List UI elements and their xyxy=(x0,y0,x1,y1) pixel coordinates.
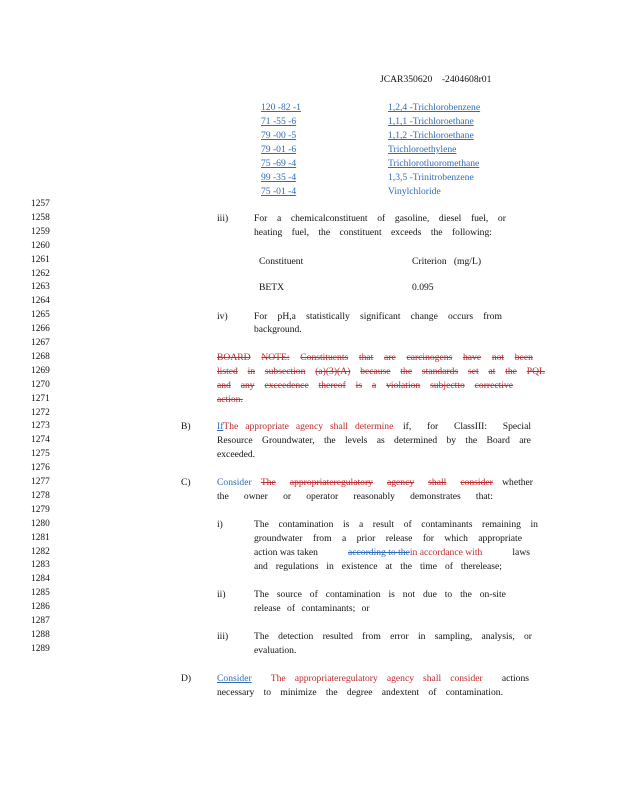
document-revision: -2404608r01 xyxy=(441,74,492,85)
word: determined xyxy=(394,435,438,446)
word: Constituents xyxy=(300,352,349,363)
word: For xyxy=(254,311,268,322)
betx-col-criterion-header: Criterion (mg/L) xyxy=(412,256,482,267)
cas-number: 71 -55 -6 xyxy=(261,116,297,127)
word: existence xyxy=(341,561,378,572)
word: agency xyxy=(386,673,414,684)
word: at xyxy=(488,366,496,377)
line-number: 1286 xyxy=(31,602,50,613)
word: ClassIII: xyxy=(453,421,487,432)
word: the xyxy=(400,366,413,377)
word: necessary xyxy=(217,687,255,698)
word: time xyxy=(419,561,438,572)
line-number: 1271 xyxy=(31,393,50,404)
item-d-agency-text xyxy=(271,674,483,684)
word: the xyxy=(217,491,229,502)
line-number: 1270 xyxy=(31,379,50,390)
word: for xyxy=(427,421,439,432)
word: chemicalconstituent xyxy=(290,213,368,224)
item-b-line3: exceeded. xyxy=(217,449,256,460)
item-c-i-line3: action was taken according to thein accordance with laws xyxy=(254,547,530,558)
word: the xyxy=(318,227,331,238)
word: if, xyxy=(403,421,412,432)
word: For xyxy=(254,213,268,224)
line-number: 1269 xyxy=(31,365,50,376)
word: and xyxy=(254,561,268,572)
line-number: 1288 xyxy=(31,629,50,640)
word: exceedence xyxy=(264,380,309,391)
word: change xyxy=(410,311,438,322)
item-c-i-line2 xyxy=(254,534,522,544)
item-c-i-marker: i) xyxy=(217,519,223,530)
line-number: 1283 xyxy=(31,560,50,571)
line-number: 1261 xyxy=(31,254,50,265)
item-c-iii-marker: iii) xyxy=(217,631,229,642)
word: andextent xyxy=(381,687,420,698)
word: from xyxy=(362,631,381,642)
chemical-name: Trichloroethylene xyxy=(388,144,457,155)
word: a xyxy=(358,519,364,530)
word: agency xyxy=(295,421,324,432)
line-number: 1284 xyxy=(31,574,50,585)
word: at xyxy=(385,561,393,572)
item-c-ii-line2: release of contaminants; or xyxy=(254,603,370,614)
word: been xyxy=(514,352,533,363)
line-number: 1260 xyxy=(31,240,50,251)
word: shall xyxy=(329,421,349,432)
word: constituent xyxy=(339,227,382,238)
board-note-line1 xyxy=(217,353,533,363)
line-number: 1258 xyxy=(31,212,50,223)
word: Special xyxy=(502,421,531,432)
cas-number: 79 -01 -6 xyxy=(261,144,297,155)
item-iv-marker: iv) xyxy=(217,311,228,322)
word: in xyxy=(247,366,256,377)
item-iv-line2: background. xyxy=(254,324,302,335)
word: analysis, xyxy=(481,631,515,642)
word: occurs xyxy=(448,311,474,322)
line-number: 1276 xyxy=(31,463,50,474)
word: or xyxy=(524,631,532,642)
word: of xyxy=(309,589,318,600)
word: contamination xyxy=(278,519,334,530)
line-number: 1274 xyxy=(31,435,50,446)
line-number: 1280 xyxy=(31,518,50,529)
line-number: 1287 xyxy=(31,616,50,626)
item-c-ii-line1 xyxy=(254,590,506,600)
line-number: 1266 xyxy=(31,324,50,335)
item-c-line1-rest: whether xyxy=(502,477,533,488)
document-header xyxy=(380,75,491,85)
word: The xyxy=(223,421,239,432)
item-c-marker: C) xyxy=(181,477,191,488)
board-note-line3 xyxy=(217,381,513,391)
item-c-iii-line2: evaluation. xyxy=(254,645,297,656)
line-number: 1281 xyxy=(31,532,50,543)
document-id: JCAR350620 xyxy=(380,74,433,85)
word: The xyxy=(260,477,276,488)
word: Groundwater, xyxy=(262,435,315,446)
word: minimize xyxy=(280,687,317,698)
word: carcinogens xyxy=(406,352,453,363)
word: (a)(3)(A) xyxy=(315,366,351,377)
item-c-i-line1 xyxy=(254,520,538,530)
word: pH,a xyxy=(277,311,296,322)
word: source xyxy=(276,589,302,600)
word: the xyxy=(400,561,413,572)
line-number: 1285 xyxy=(31,588,50,599)
word: PQL xyxy=(526,366,545,377)
item-b-line2 xyxy=(217,436,531,446)
line-number: 1263 xyxy=(31,282,50,293)
word: in xyxy=(326,561,334,572)
line-number: 1289 xyxy=(31,643,50,654)
item-d-line2 xyxy=(217,688,503,698)
word: the xyxy=(465,435,478,446)
item-c-line1 xyxy=(217,478,533,488)
word: therelease; xyxy=(460,561,502,572)
word: have xyxy=(462,352,482,363)
item-b-line1-rest xyxy=(403,422,531,432)
word: sampling, xyxy=(434,631,473,642)
line-number: 1264 xyxy=(31,296,50,307)
betx-row-name: BETX xyxy=(259,282,285,293)
item-d-consider-inserted: Consider xyxy=(217,673,252,684)
word: the xyxy=(505,366,517,377)
word: of xyxy=(428,687,437,698)
board-note-line4: action. xyxy=(217,394,243,405)
chemical-name: Vinylchloride xyxy=(388,186,441,197)
word: regulations xyxy=(275,561,319,572)
word: violation xyxy=(386,380,421,391)
word: the xyxy=(323,435,336,446)
word: in xyxy=(530,519,538,530)
word: that xyxy=(358,352,374,363)
word: operator xyxy=(306,491,339,502)
word: release xyxy=(385,533,413,544)
word: that: xyxy=(475,491,493,502)
item-d-line1 xyxy=(217,674,529,684)
word: or xyxy=(283,491,292,502)
item-c-i-struck: according to the xyxy=(348,547,410,558)
item-b-line1 xyxy=(217,422,531,432)
chemical-name: Trichlorotluoromethane xyxy=(388,158,480,169)
item-c-i-line4 xyxy=(254,562,502,572)
word: not xyxy=(402,589,416,600)
word: agency xyxy=(386,477,415,488)
word: consider xyxy=(460,477,493,488)
word: resulted xyxy=(322,631,353,642)
word: groundwater xyxy=(254,533,303,544)
line-number: 1275 xyxy=(31,449,50,460)
item-c-line2 xyxy=(217,492,493,502)
item-c-i-inserted: in accordance with xyxy=(409,547,483,558)
word: fuel, xyxy=(470,213,489,224)
board-note-line2 xyxy=(217,367,545,377)
word: NOTE: xyxy=(261,352,290,363)
cas-number: 75 -01 -4 xyxy=(261,186,297,197)
item-iii-line1 xyxy=(254,214,506,224)
word: result xyxy=(372,519,395,530)
line-number: 1257 xyxy=(31,199,50,209)
word: fuel, xyxy=(291,227,309,238)
word: is xyxy=(388,589,395,600)
line-number: 1267 xyxy=(31,338,50,348)
word: statistically xyxy=(306,311,350,322)
word: The xyxy=(254,631,269,642)
word: are xyxy=(384,352,396,363)
word: thereof xyxy=(318,380,346,391)
word: significant xyxy=(359,311,401,322)
word: in xyxy=(417,631,426,642)
word: a xyxy=(341,533,347,544)
word: a xyxy=(371,380,377,391)
word: the xyxy=(460,589,472,600)
cas-number: 120 -82 -1 xyxy=(261,102,301,113)
word: following: xyxy=(451,227,492,238)
line-number: 1278 xyxy=(31,490,50,501)
word: The xyxy=(254,589,269,600)
word: the xyxy=(430,227,443,238)
word: appropriateregulatory xyxy=(289,477,373,488)
word: heating xyxy=(254,227,283,238)
word: diesel xyxy=(438,213,462,224)
line-number: 1282 xyxy=(31,546,50,557)
cas-number: 79 -00 -5 xyxy=(261,130,297,141)
word: to xyxy=(444,589,453,600)
word: standards xyxy=(421,366,459,377)
word: or xyxy=(497,213,506,224)
line-number: 1259 xyxy=(31,226,50,237)
line-number: 1273 xyxy=(31,421,50,432)
item-c-struck-text xyxy=(261,478,493,488)
word: corrective xyxy=(474,380,513,391)
word: reasonably xyxy=(353,491,395,502)
line-number: 1262 xyxy=(31,268,50,279)
word: due xyxy=(422,589,437,600)
item-c-ii-marker: ii) xyxy=(217,589,226,600)
word: and xyxy=(217,380,231,391)
word: appropriateregulatory xyxy=(294,673,378,684)
word: appropriate xyxy=(478,533,522,544)
word: of xyxy=(403,519,412,530)
line-number: 1272 xyxy=(31,407,50,418)
word: The xyxy=(270,673,286,684)
item-b-if-inserted: If xyxy=(217,421,224,432)
word: of xyxy=(377,213,386,224)
line-number: 1279 xyxy=(31,504,50,515)
word: from xyxy=(483,311,502,322)
word: subsection xyxy=(264,366,306,377)
word: contaminants xyxy=(421,519,473,530)
cas-number: 75 -69 -4 xyxy=(261,158,297,169)
word: any xyxy=(240,380,255,391)
word: levels xyxy=(345,435,368,446)
word: remaining xyxy=(482,519,521,530)
word: demonstrates xyxy=(410,491,461,502)
word: error xyxy=(390,631,409,642)
word: are xyxy=(519,435,531,446)
item-d-marker: D) xyxy=(181,673,192,684)
word: determine xyxy=(354,421,394,432)
word: for xyxy=(422,533,434,544)
item-c-consider-inserted: Consider xyxy=(217,477,252,488)
word: because xyxy=(360,366,391,377)
word: from xyxy=(312,533,332,544)
word: is xyxy=(342,519,350,530)
word: detection xyxy=(278,631,314,642)
word: BOARD xyxy=(217,352,251,363)
word: shall xyxy=(428,477,447,488)
cas-number: 99 -35 -4 xyxy=(261,172,297,183)
word: subjectto xyxy=(430,380,465,391)
line-number: 1265 xyxy=(31,310,50,321)
word: gasoline, xyxy=(394,213,430,224)
word: the xyxy=(325,687,338,698)
word: set xyxy=(467,366,479,377)
word: exceeds xyxy=(391,227,422,238)
chemical-name: 1,1,1 -Trichloroethane xyxy=(388,116,474,127)
chemical-name: 1,1,2 -Trichloroethane xyxy=(388,130,474,141)
word: which xyxy=(444,533,468,544)
word: not xyxy=(491,352,505,363)
betx-col-constituent-header: Constituent xyxy=(259,256,304,267)
word: owner xyxy=(243,491,268,502)
word: The xyxy=(254,519,269,530)
chemical-name: 1,2,4 -Trichlorobenzene xyxy=(388,102,481,113)
line-number: 1268 xyxy=(31,351,50,362)
item-d-line1-rest: actions xyxy=(501,673,529,684)
word: a xyxy=(276,213,282,224)
line-number: 1277 xyxy=(31,477,50,487)
word: consider xyxy=(450,673,483,684)
word: as xyxy=(376,435,385,446)
item-b-agency-inserted xyxy=(223,422,393,432)
word: is xyxy=(355,380,363,391)
word: appropriate xyxy=(245,421,289,432)
word: degree xyxy=(346,687,373,698)
word: on-site xyxy=(479,589,506,600)
word: Resource xyxy=(217,435,253,446)
item-iii-line2 xyxy=(254,228,492,238)
betx-row-value: 0.095 xyxy=(412,282,434,293)
chemical-name: 1,3,5 -Trinitrobenzene xyxy=(388,172,474,183)
word: of xyxy=(444,561,453,572)
item-iv-line1 xyxy=(254,312,502,322)
word: prior xyxy=(356,533,376,544)
word: by xyxy=(446,435,457,446)
item-b-marker: B) xyxy=(181,421,191,432)
word: contamination xyxy=(325,589,381,600)
word: shall xyxy=(423,673,442,684)
word: to xyxy=(263,687,272,698)
word: listed xyxy=(217,366,238,377)
word: contamination. xyxy=(445,687,503,698)
item-iii-marker: iii) xyxy=(217,213,229,224)
item-c-iii-line1 xyxy=(254,632,532,642)
word: Board xyxy=(486,435,510,446)
